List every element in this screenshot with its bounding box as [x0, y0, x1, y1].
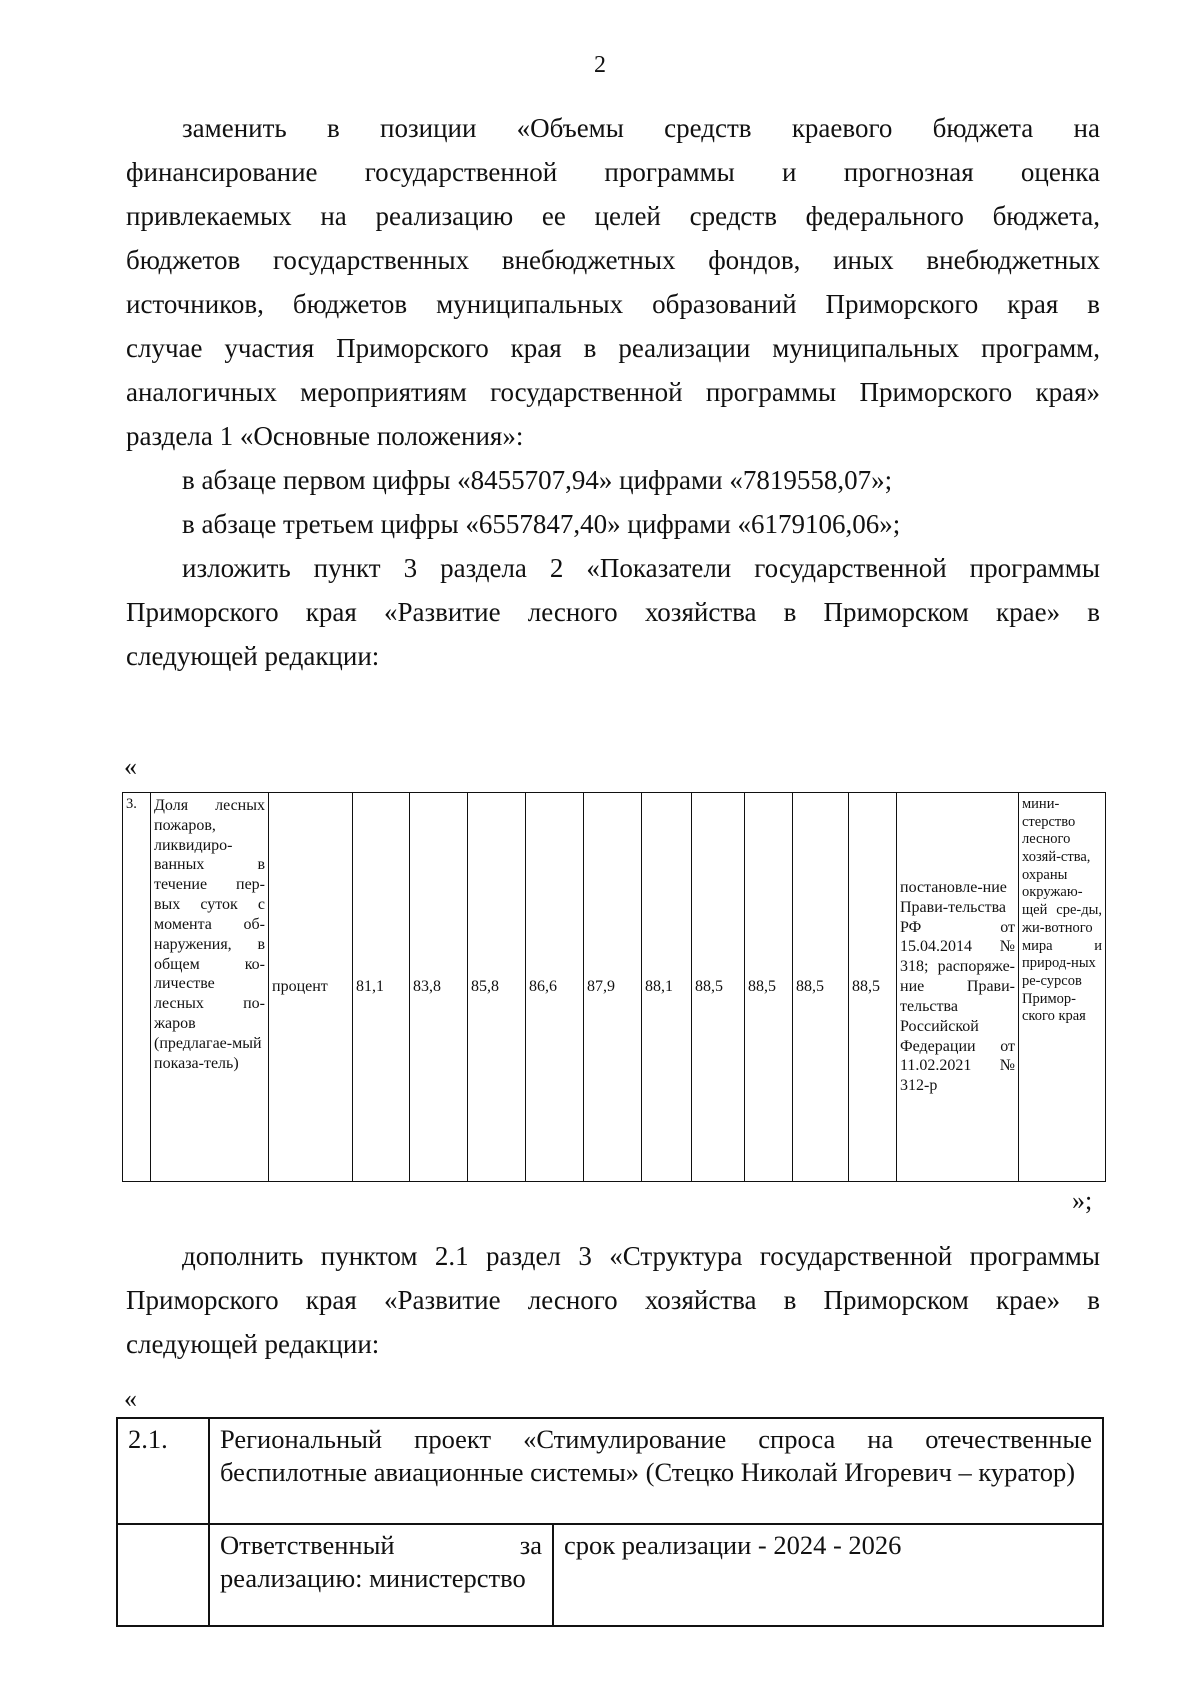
paragraph-5-line: дополнить пунктом 2.1 раздел 3 «Структура государственной программы — [182, 1241, 1100, 1271]
opening-quote: « — [124, 752, 137, 781]
paragraph-1-line: раздела 1 «Основные положения»: — [126, 421, 524, 451]
indicator-value: 88,5 — [692, 793, 745, 1182]
indicator-table — [122, 792, 1106, 1182]
indicator-value: 88,5 — [849, 793, 897, 1182]
table-row — [117, 1418, 1103, 1524]
table-row — [117, 1524, 1103, 1626]
paragraph-2: в абзаце первом цифры «8455707,94» цифрами «7819558,07»; — [182, 465, 893, 495]
indicator-value: 88,5 — [793, 793, 849, 1182]
page-number: 2 — [594, 52, 606, 78]
paragraph-1-line: заменить в позиции «Объемы средств краевого бюджета на — [182, 113, 1100, 143]
paragraph-1-line: бюджетов государственных внебюджетных фондов, иных внебюджетных — [126, 245, 1100, 275]
structure-term: срок реализации - 2024 - 2026 — [553, 1524, 1103, 1626]
indicator-value: 83,8 — [410, 793, 468, 1182]
structure-number: 2.1. — [117, 1418, 209, 1524]
indicator-value: 86,6 — [526, 793, 584, 1182]
indicator-value: 87,9 — [584, 793, 642, 1182]
indicator-number: 3. — [123, 793, 151, 1182]
closing-quote: »; — [1072, 1186, 1093, 1215]
indicator-responsible: мини-стерство лесного хозяй-ства, охраны окружаю-щей сре-ды, жи-вотного мира и природ-ных ре-сурсов Примор-ского края — [1019, 793, 1106, 1182]
paragraph-4-line: изложить пункт 3 раздела 2 «Показатели государственной программы — [182, 553, 1100, 583]
paragraph-4-line: Приморского края «Развитие лесного хозяйства в Приморском крае» в — [126, 597, 1100, 627]
structure-responsible — [209, 1524, 553, 1626]
structure-project: Региональный проект «Стимулирование спроса на отечественные беспилотные авиационные системы» (Стецко Николай Игоревич – куратор) — [209, 1418, 1103, 1524]
indicator-unit: процент — [269, 793, 353, 1182]
structure-table — [116, 1417, 1104, 1627]
indicator-value: 88,5 — [745, 793, 793, 1182]
table-row — [123, 793, 1106, 1182]
paragraph-1-line: случае участия Приморского края в реализации муниципальных программ, — [126, 333, 1100, 363]
paragraph-1-line: источников, бюджетов муниципальных образований Приморского края в — [126, 289, 1100, 319]
paragraph-3: в абзаце третьем цифры «6557847,40» цифрами «6179106,06»; — [182, 509, 901, 539]
indicator-legal-basis: постановле-ние Прави-тельства РФ от 15.04.2014 № 318; распоряже-ние Прави-тельства Российской Федерации от 11.02.2021 № 312-р — [897, 793, 1019, 1182]
paragraph-1-line: привлекаемых на реализацию ее целей средств федерального бюджета, — [126, 201, 1100, 231]
structure-responsible-text: Ответственный за реализацию: министерство — [220, 1530, 542, 1594]
paragraph-5-line: следующей редакции: — [126, 1329, 380, 1359]
paragraph-5-line: Приморского края «Развитие лесного хозяйства в Приморском крае» в — [126, 1285, 1100, 1315]
paragraph-1-line: финансирование государственной программы и прогнозная оценка — [126, 157, 1100, 187]
indicator-value: 81,1 — [353, 793, 410, 1182]
indicator-name: Доля лесных пожаров, ликвидиро-ванных в течение пер-вых суток с момента об-наружения, в общем ко-личестве лесных по-жаров (предлагае-мый показа-тель) — [151, 793, 269, 1182]
paragraph-1-line: аналогичных мероприятиям государственной программы Приморского края» — [126, 377, 1100, 407]
indicator-value: 85,8 — [468, 793, 526, 1182]
indicator-value: 88,1 — [642, 793, 692, 1182]
opening-quote: « — [124, 1384, 137, 1413]
paragraph-4-line: следующей редакции: — [126, 641, 380, 671]
structure-empty-cell — [117, 1524, 209, 1626]
